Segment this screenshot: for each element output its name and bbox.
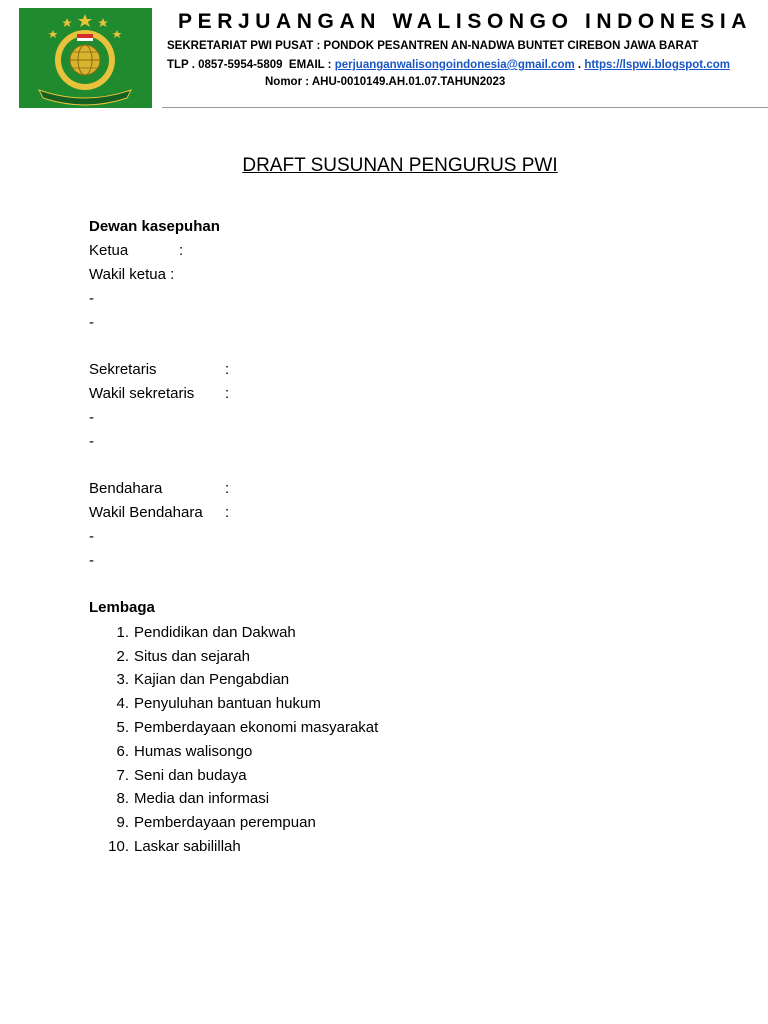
dash-item: -: [89, 409, 94, 426]
secretariat-address: SEKRETARIAT PWI PUSAT : PONDOK PESANTREN AN-NADWA BUNTET CIREBON JAWA BARAT: [167, 40, 699, 52]
phone-number: 0857-5954-5809: [198, 59, 283, 71]
list-item: Pemberdayaan ekonomi masyarakat: [134, 719, 379, 736]
list-item: Media dan informasi: [134, 790, 270, 807]
list-item: Humas walisongo: [134, 743, 253, 760]
dash-item: -: [89, 552, 94, 569]
wakil-ketua-label: Wakil ketua :: [89, 266, 175, 283]
section-heading-dewan: Dewan kasepuhan: [89, 218, 220, 235]
contact-line: [167, 59, 730, 71]
list-item: Situs dan sejarah: [134, 648, 250, 665]
phone-label: TLP .: [167, 59, 195, 71]
wakil-sekretaris-label: Wakil sekretaris: [89, 385, 195, 402]
list-number: 5.: [116, 719, 129, 736]
document-title: DRAFT SUSUNAN PENGURUS PWI: [242, 155, 558, 176]
email-label: EMAIL :: [288, 59, 332, 71]
list-item: Seni dan budaya: [134, 767, 247, 784]
website-link[interactable]: https://lspwi.blogspot.com: [584, 59, 730, 71]
ketua-label: Ketua: [89, 242, 129, 259]
list-number: 1.: [116, 624, 129, 641]
list-number: 9.: [116, 814, 129, 831]
registration-number: Nomor : AHU-0010149.AH.01.07.TAHUN2023: [265, 76, 506, 88]
wakil-bendahara-label: Wakil Bendahara: [89, 504, 203, 521]
sekretaris-label: Sekretaris: [89, 361, 157, 378]
dash-item: -: [89, 528, 94, 545]
list-number: 2.: [116, 648, 129, 665]
sekretaris-colon: :: [225, 361, 230, 378]
wakil-bendahara-colon: :: [225, 504, 230, 521]
list-number: 6.: [116, 743, 129, 760]
bendahara-label: Bendahara: [89, 480, 163, 497]
dash-item: -: [89, 433, 94, 450]
email-link[interactable]: perjuanganwalisongoindonesia@gmail.com: [334, 59, 575, 71]
list-item: Laskar sabilillah: [134, 838, 241, 855]
separator: .: [577, 59, 582, 71]
ketua-colon: :: [179, 242, 184, 259]
list-item: Penyuluhan bantuan hukum: [134, 695, 321, 712]
list-item: Kajian dan Pengabdian: [134, 671, 290, 688]
list-number: 4.: [116, 695, 129, 712]
list-number: 3.: [116, 671, 129, 688]
dash-item: -: [89, 314, 94, 331]
list-number: 7.: [116, 767, 129, 784]
section-heading-lembaga: Lembaga: [89, 599, 155, 616]
bendahara-colon: :: [225, 480, 230, 497]
header-divider: [162, 107, 768, 108]
wakil-sekretaris-colon: :: [225, 385, 230, 402]
dash-item: -: [89, 290, 94, 307]
pwi-emblem-icon: [19, 8, 152, 108]
list-number: 10.: [108, 838, 129, 855]
list-item: Pemberdayaan perempuan: [134, 814, 316, 831]
org-name: PERJUANGAN WALISONGO INDONESIA: [178, 10, 753, 33]
list-item: Pendidikan dan Dakwah: [134, 624, 296, 641]
list-number: 8.: [116, 790, 129, 807]
